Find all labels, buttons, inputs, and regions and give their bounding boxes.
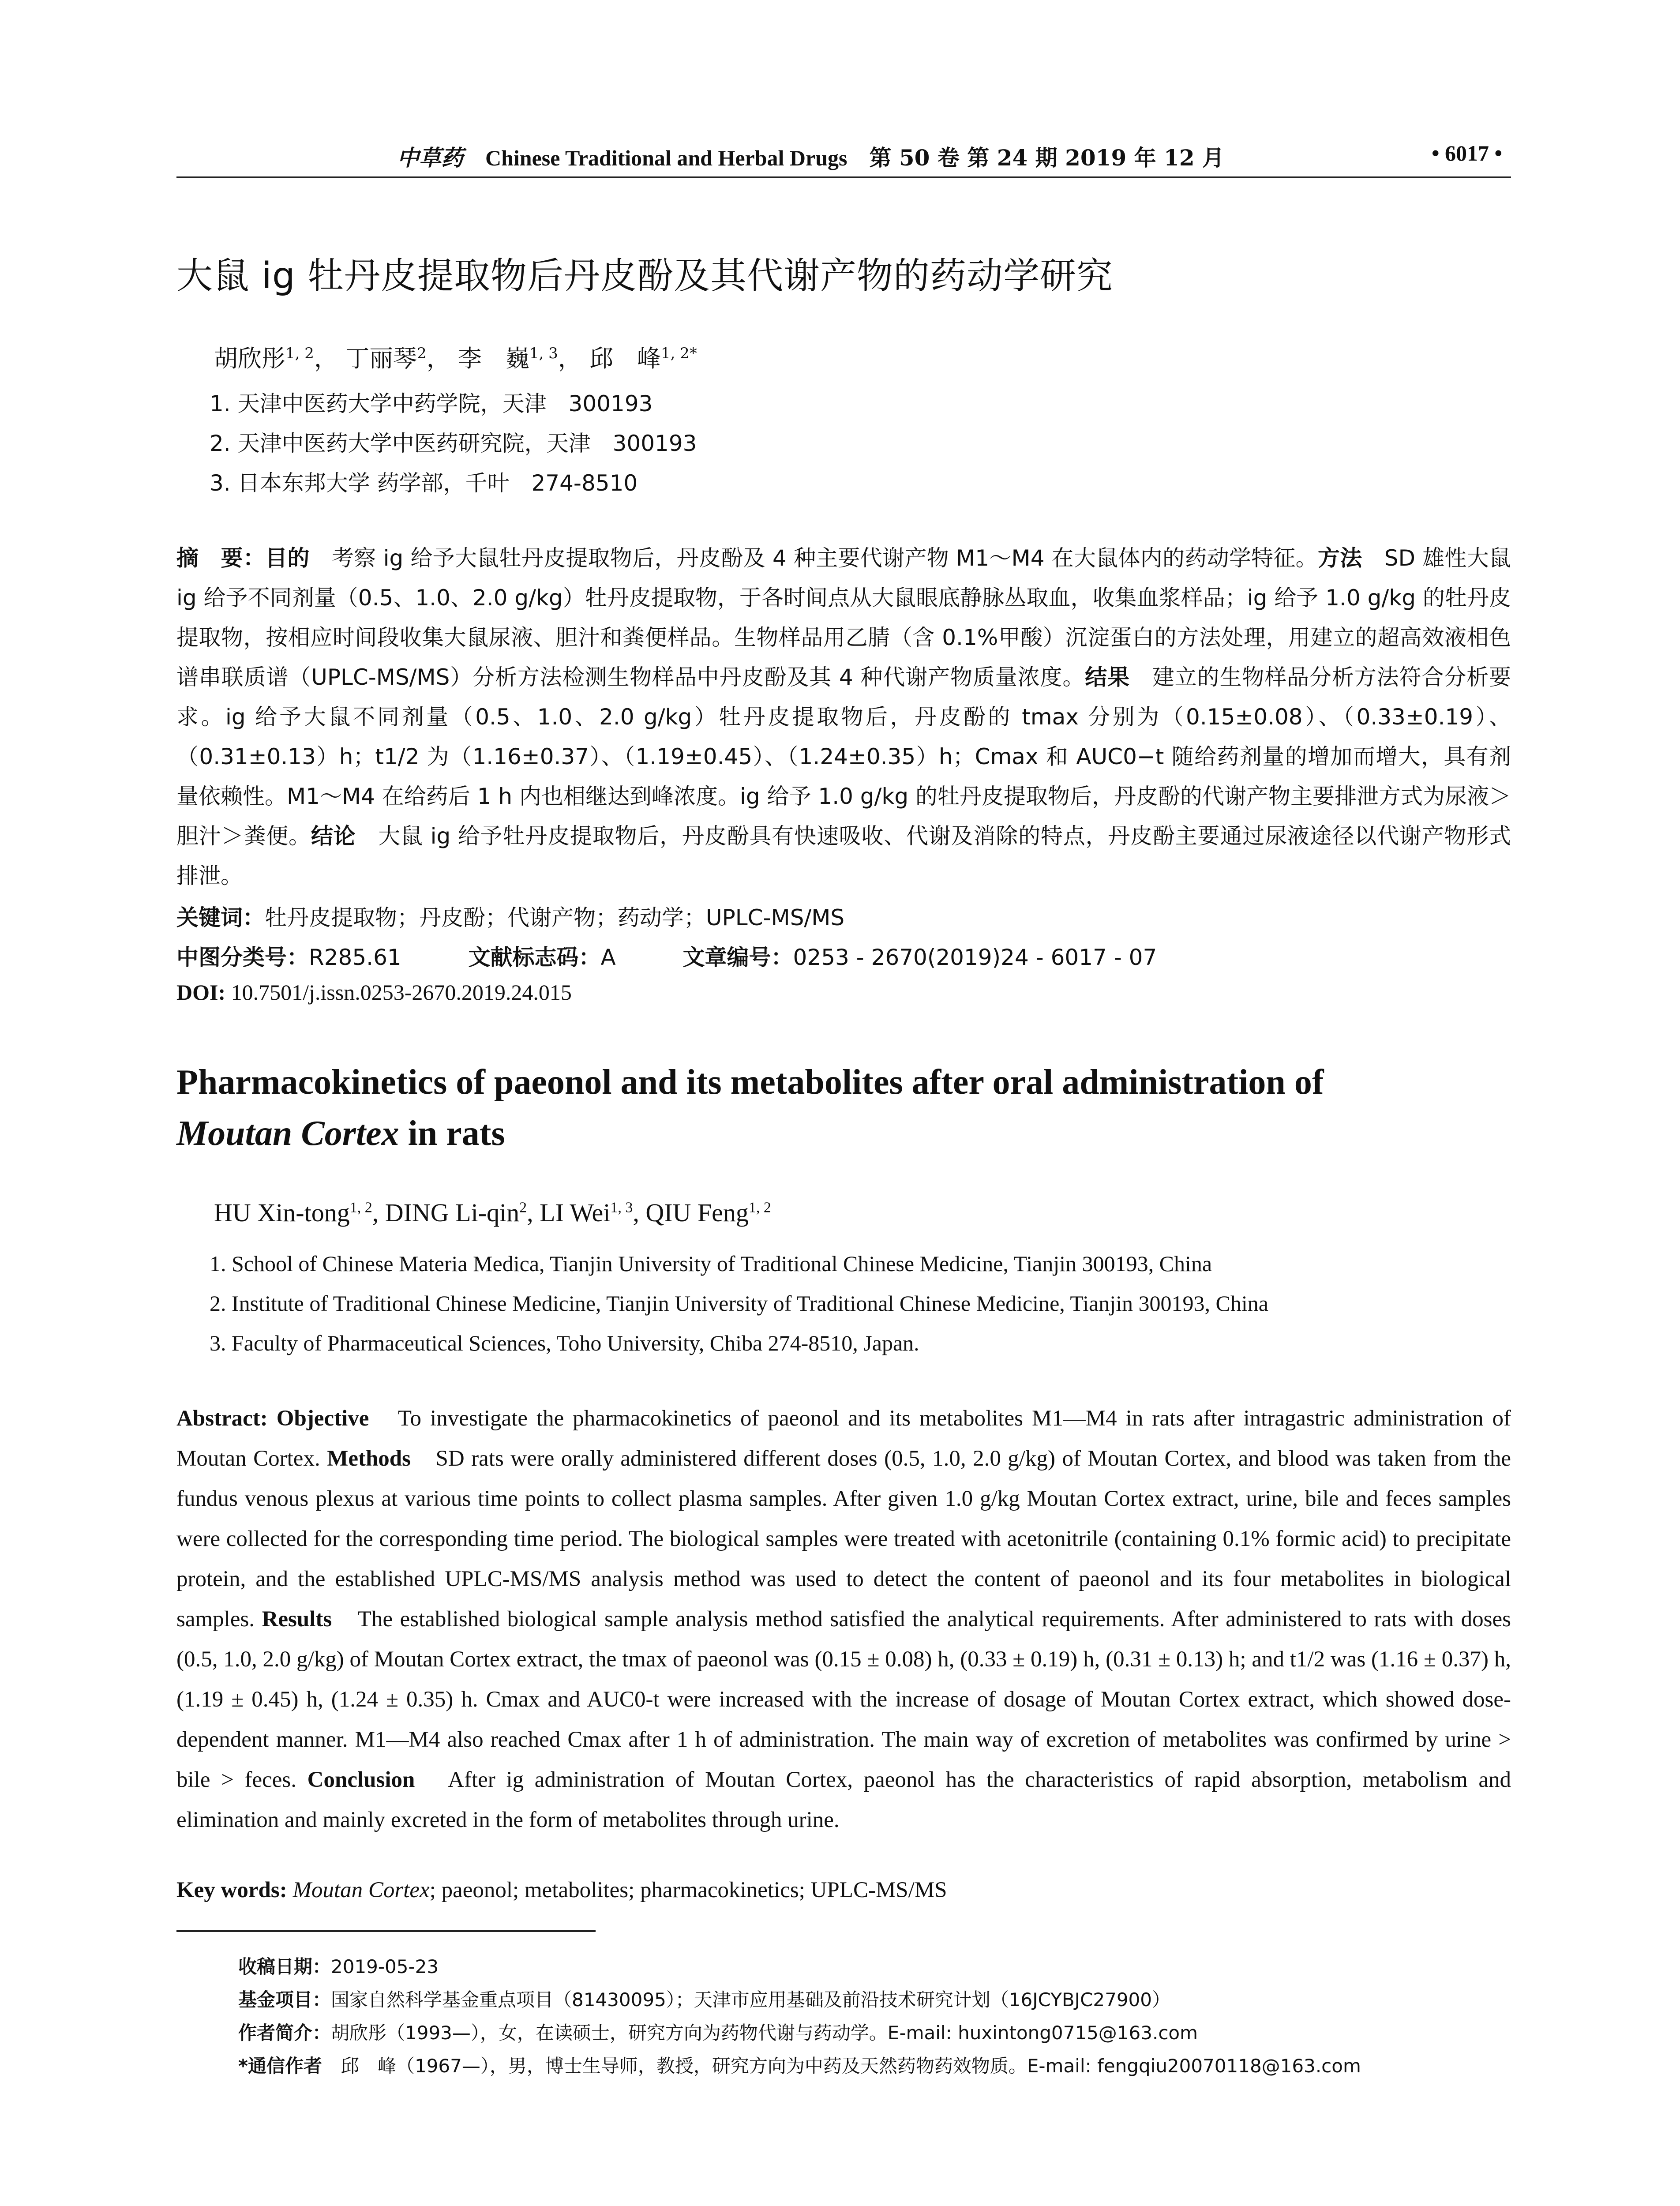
zh-author-aff: 1, 2*	[660, 345, 697, 362]
doi-label: DOI:	[176, 980, 226, 1005]
clc-value: R285.61	[309, 945, 401, 970]
footnote-label: 基金项目：	[238, 1989, 331, 2011]
zh-author-aff: 1, 2	[285, 345, 314, 362]
footnote-text: 胡欣彤（1993—），女，在读硕士，研究方向为药物代谢与药动学。E-mail: huxintong0715@163.com	[331, 2022, 1198, 2044]
zh-classification	[176, 940, 1157, 972]
footnote-funding	[238, 1985, 1170, 2012]
zh-result-label: 结果	[1085, 664, 1130, 690]
en-title	[176, 1057, 1511, 1159]
en-conclusion: After ig administration of Moutan Cortex, paeonol has the characteristics of rapid absorption, metabolism and elimination and mainly excreted in the form of metabolites through urine.	[176, 1767, 1511, 1832]
en-keywords	[176, 1877, 947, 1903]
en-keywords-italic: Moutan Cortex	[292, 1878, 430, 1902]
en-title-rest: in rats	[399, 1114, 505, 1153]
zh-objective: 考察 ig 给予大鼠牡丹皮提取物后，丹皮酚及 4 种主要代谢产物 M1～M4 在大鼠体内的药动学特征。	[309, 545, 1318, 571]
en-title-italic: Moutan Cortex	[176, 1114, 399, 1153]
journal-name-cn: 中草药	[397, 145, 463, 171]
zh-affiliation: 3. 日本东邦大学 药学部，千叶 274-8510	[210, 470, 638, 496]
en-objective: To investigate the pharmacokinetics of paeonol and its metabolites M1—M4 in rats after intragastric administration of Moutan Cortex.	[176, 1406, 1511, 1471]
footnote-label: 收稿日期：	[238, 1956, 331, 1977]
en-author-aff: 2	[519, 1199, 527, 1216]
zh-result: 建立的生物样品分析方法符合分析要求。ig 给予大鼠不同剂量（0.5、1.0、2.0 g/kg）牡丹皮提取物后，丹皮酚的 tmax 分别为（0.15±0.08）、（0.33±0.19）、（0.31±0.13）h；t1/2 为（1.16±0.37）、（1.19±0.45）、（1.24±0.35）h；Cmax 和 AUC0−t 随给药剂量的增加而增大，具有剂量依赖性。M1～M4 在给药后 1 h 内也相继达到峰浓度。ig 给予 1.0 g/kg 的牡丹皮提取物后，丹皮酚的代谢产物主要排泄方式为尿液＞胆汁＞粪便。	[176, 664, 1511, 849]
journal-info	[397, 140, 1224, 172]
zh-author-aff: 2	[417, 345, 427, 362]
footnote-text: 2019-05-23	[331, 1956, 439, 1977]
article-no-label: 文章编号：	[682, 945, 793, 970]
running-header	[176, 140, 1511, 171]
zh-title: 大鼠 ig 牡丹皮提取物后丹皮酚及其代谢产物的药动学研究	[176, 255, 1113, 297]
en-author-aff: 1, 2	[349, 1199, 372, 1216]
zh-objective-label: 目的	[265, 545, 310, 571]
en-title-line1: Pharmacokinetics of paeonol and its metabolites after oral administration of	[176, 1063, 1324, 1102]
article-no-value: 0253 - 2670(2019)24 - 6017 - 07	[793, 945, 1157, 970]
footnote-text: 国家自然科学基金重点项目（81430095）；天津市应用基础及前沿技术研究计划（16JCYBJC27900）	[331, 1989, 1170, 2011]
en-author: HU Xin-tong	[214, 1198, 350, 1227]
zh-author: 邱 峰	[589, 345, 661, 372]
zh-conclusion-label: 结论	[311, 823, 356, 849]
doc-code-label: 文献标志码：	[468, 945, 601, 970]
en-result-label: Results	[262, 1607, 332, 1632]
footnote-text: 邱 峰（1967—），男，博士生导师，教授，研究方向为中药及天然药物药效物质。E-mail: fengqiu20070118@163.com	[322, 2055, 1361, 2077]
journal-issue: 第 50 卷 第 24 期 2019 年 12 月	[869, 145, 1225, 171]
en-method-label: Methods	[327, 1446, 411, 1471]
zh-keywords-label: 关键词：	[176, 905, 265, 930]
footnote-label: *通信作者	[238, 2055, 322, 2077]
zh-affiliation: 2. 天津中医药大学中医药研究院，天津 300193	[210, 431, 697, 456]
zh-method-label: 方法	[1317, 545, 1362, 571]
en-method: SD rats were orally administered different doses (0.5, 1.0, 2.0 g/kg) of Moutan Cortex, and blood was taken from the fundus venous plexus at various time points to collect plasma samples. After given 1.0 g/kg Moutan Cortex extract, urine, bile and feces samples were collected for the corresponding time period. The biological samples were treated with acetonitrile (containing 0.1% formic acid) to precipitate protein, and the established UPLC-MS/MS analysis method was used to detect the content of paeonol and its four metabolites in biological samples.	[176, 1446, 1511, 1632]
zh-keywords	[176, 900, 844, 932]
zh-method: SD 雄性大鼠 ig 给予不同剂量（0.5、1.0、2.0 g/kg）牡丹皮提取物，于各时间点从大鼠眼底静脉丛取血，收集血浆样品；ig 给予 1.0 g/kg 的牡丹皮提取物，按相应时间段收集大鼠尿液、胆汁和粪便样品。生物样品用乙腈（含 0.1%甲酸）沉淀蛋白的方法处理，用建立的超高效液相色谱串联质谱（UPLC-MS/MS）分析方法检测生物样品中丹皮酚及其 4 种代谢产物质量浓度。	[176, 545, 1511, 690]
footnote-author-bio	[238, 2018, 1198, 2045]
zh-author: 胡欣彤	[214, 345, 285, 372]
header-rule	[176, 176, 1511, 178]
en-author-aff: 1, 3	[610, 1199, 633, 1216]
en-affiliation: 1. School of Chinese Materia Medica, Tianjin University of Traditional Chinese Medicine, Tianjin 300193, China	[210, 1251, 1212, 1276]
footnote-label: 作者简介：	[238, 2022, 331, 2044]
en-authors: HU Xin-tong$^{1, 2}$, DING Li-qin$^2$, LI Wei$^{1, 3}$, QIU Feng$^{1, 2}$	[214, 1198, 771, 1227]
en-keywords-text: ; paeonol; metabolites; pharmacokinetics; UPLC-MS/MS	[429, 1878, 947, 1902]
footnote-rule	[176, 1930, 596, 1932]
zh-author: 丁丽琴	[345, 345, 417, 372]
journal-name-en: Chinese Traditional and Herbal Drugs	[485, 146, 848, 170]
zh-affiliation: 1. 天津中医药大学中药学院，天津 300193	[210, 391, 653, 416]
en-abstract-label: Abstract: Objective	[176, 1406, 369, 1431]
zh-author-aff: 1, 3	[529, 345, 558, 362]
doi-value: 10.7501/j.issn.0253-2670.2019.24.015	[225, 980, 572, 1005]
en-abstract	[176, 1399, 1511, 1840]
zh-conclusion: 大鼠 ig 给予牡丹皮提取物后，丹皮酚具有快速吸收、代谢及消除的特点，丹皮酚主要通过尿液途径以代谢产物形式排泄。	[176, 823, 1511, 889]
en-affiliation: 2. Institute of Traditional Chinese Medicine, Tianjin University of Traditional Chinese Medicine, Tianjin 300193, China	[210, 1291, 1268, 1316]
en-keywords-label: Key words:	[176, 1878, 287, 1902]
en-affiliation: 3. Faculty of Pharmaceutical Sciences, Toho University, Chiba 274-8510, Japan.	[210, 1331, 919, 1355]
en-conclusion-label: Conclusion	[307, 1767, 415, 1792]
footnote-corresponding	[238, 2052, 1361, 2078]
zh-abstract-label: 摘 要：	[176, 545, 266, 571]
zh-authors: 胡欣彤$^{1, 2}$， 丁丽琴$^2$， 李 巍$^{1, 3}$， 邱 峰$^{1, 2*}$	[214, 345, 697, 372]
zh-keywords-text: 牡丹皮提取物；丹皮酚；代谢产物；药动学；UPLC-MS/MS	[265, 905, 845, 930]
zh-author: 李 巍	[458, 345, 529, 372]
en-author: DING Li-qin	[385, 1198, 520, 1227]
clc-label: 中图分类号：	[176, 945, 309, 970]
doi	[176, 979, 572, 1005]
en-author: QIU Feng	[645, 1198, 749, 1227]
en-result: The established biological sample analysis method satisfied the analytical requirements. After administered to rats with doses (0.5, 1.0, 2.0 g/kg) of Moutan Cortex extract, the tmax of paeonol was (0.15 ± 0.08) h, (0.33 ± 0.19) h, (0.31 ± 0.13) h; and t1/2 was (1.16 ± 0.37) h, (1.19 ± 0.45) h, (1.24 ± 0.35) h. Cmax and AUC0-t were increased with the increase of dosage of Moutan Cortex extract, which showed dose-dependent manner. M1—M4 also reached Cmax after 1 h of administration. The main way of excretion of metabolites was confirmed by urine > bile > feces.	[176, 1607, 1511, 1792]
doc-code-value: A	[600, 945, 616, 970]
en-author: LI Wei	[540, 1198, 611, 1227]
zh-abstract	[176, 538, 1511, 896]
en-author-aff: 1, 2	[748, 1199, 771, 1216]
page-number: • 6017 •	[1431, 141, 1502, 165]
footnote-received	[238, 1952, 439, 1979]
